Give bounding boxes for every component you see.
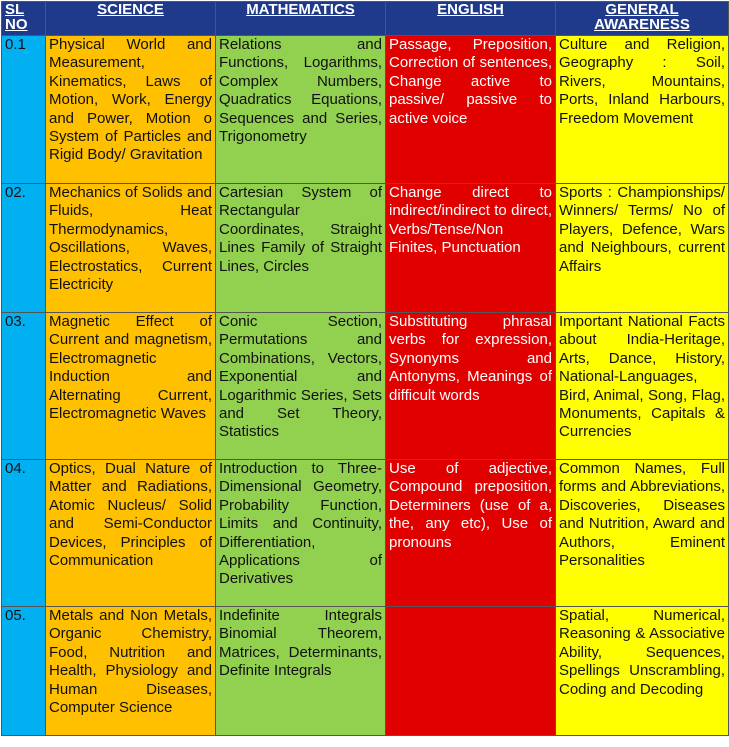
mathematics-cell: Relations and Functions, Logarithms, Complex Numbers, Quadratics Equations, Sequences and Series, Trigonometry [216, 36, 386, 184]
science-cell: Optics, Dual Nature of Matter and Radiations, Atomic Nucleus/ Solid and Semi-Conductor Devices, Principles of Communication [46, 460, 216, 607]
table-row [2, 313, 729, 460]
english-cell: Use of adjective, Compound preposition, Determiners (use of a, the, any etc), Use of pronouns [386, 460, 556, 607]
mathematics-cell: Cartesian System of Rectangular Coordinates, Straight Lines Family of Straight Lines, Circles [216, 184, 386, 313]
row-sl-no: 0.1 [2, 36, 46, 184]
general-awareness-cell: Culture and Religion, Geography : Soil, Rivers, Mountains, Ports, Inland Harbours, Freedom Movement [556, 36, 729, 184]
header-science: SCIENCE [46, 2, 216, 36]
header-mathematics: MATHEMATICS [216, 2, 386, 36]
syllabus-table [1, 1, 729, 736]
general-awareness-cell: Sports : Championships/ Winners/ Terms/ No of Players, Defence, Wars and Neighbours, current Affairs [556, 184, 729, 313]
header-general-awareness: GENERAL AWARENESS [556, 2, 729, 36]
header-english: ENGLISH [386, 2, 556, 36]
science-cell: Mechanics of Solids and Fluids, Heat Thermodynamics, Oscillations, Waves, Electrostatics, Current Electricity [46, 184, 216, 313]
science-cell: Metals and Non Metals, Organic Chemistry, Food, Nutrition and Health, Physiology and Human Diseases, Computer Science [46, 607, 216, 736]
table-row [2, 184, 729, 313]
header-row [2, 2, 729, 36]
row-sl-no: 02. [2, 184, 46, 313]
mathematics-cell: Indefinite Integrals Binomial Theorem, Matrices, Determinants, Definite Integrals [216, 607, 386, 736]
english-cell: Substituting phrasal verbs for expression, Synonyms and Antonyms, Meanings of difficult words [386, 313, 556, 460]
science-cell: Magnetic Effect of Current and magnetism, Electromagnetic Induction and Alternating Current, Electromagnetic Waves [46, 313, 216, 460]
mathematics-cell: Introduction to Three-Dimensional Geometry, Probability Function, Limits and Continuity, Differentiation, Applications of Derivatives [216, 460, 386, 607]
science-cell: Physical World and Measurement, Kinematics, Laws of Motion, Work, Energy and Power, Motion o System of Particles and Rigid Body/ Gravitation [46, 36, 216, 184]
row-sl-no: 03. [2, 313, 46, 460]
row-sl-no: 05. [2, 607, 46, 736]
table-row [2, 607, 729, 736]
general-awareness-cell: Common Names, Full forms and Abbreviations, Discoveries, Diseases and Nutrition, Award and Authors, Eminent Personalities [556, 460, 729, 607]
table-row [2, 460, 729, 607]
general-awareness-cell: Spatial, Numerical, Reasoning & Associative Ability, Sequences, Spellings Unscrambling, Coding and Decoding [556, 607, 729, 736]
mathematics-cell: Conic Section, Permutations and Combinations, Vectors, Exponential and Logarithmic Series, Sets and Set Theory, Statistics [216, 313, 386, 460]
header-sl-no: SL NO [2, 2, 46, 36]
general-awareness-cell: Important National Facts about India-Heritage, Arts, Dance, History, National-Languages, Bird, Animal, Song, Flag, Monuments, Capitals & Currencies [556, 313, 729, 460]
english-cell: Passage, Preposition, Correction of sentences, Change active to passive/ passive to active voice [386, 36, 556, 184]
english-cell [386, 607, 556, 736]
row-sl-no: 04. [2, 460, 46, 607]
english-cell: Change direct to indirect/indirect to direct, Verbs/Tense/Non Finites, Punctuation [386, 184, 556, 313]
table-row [2, 36, 729, 184]
